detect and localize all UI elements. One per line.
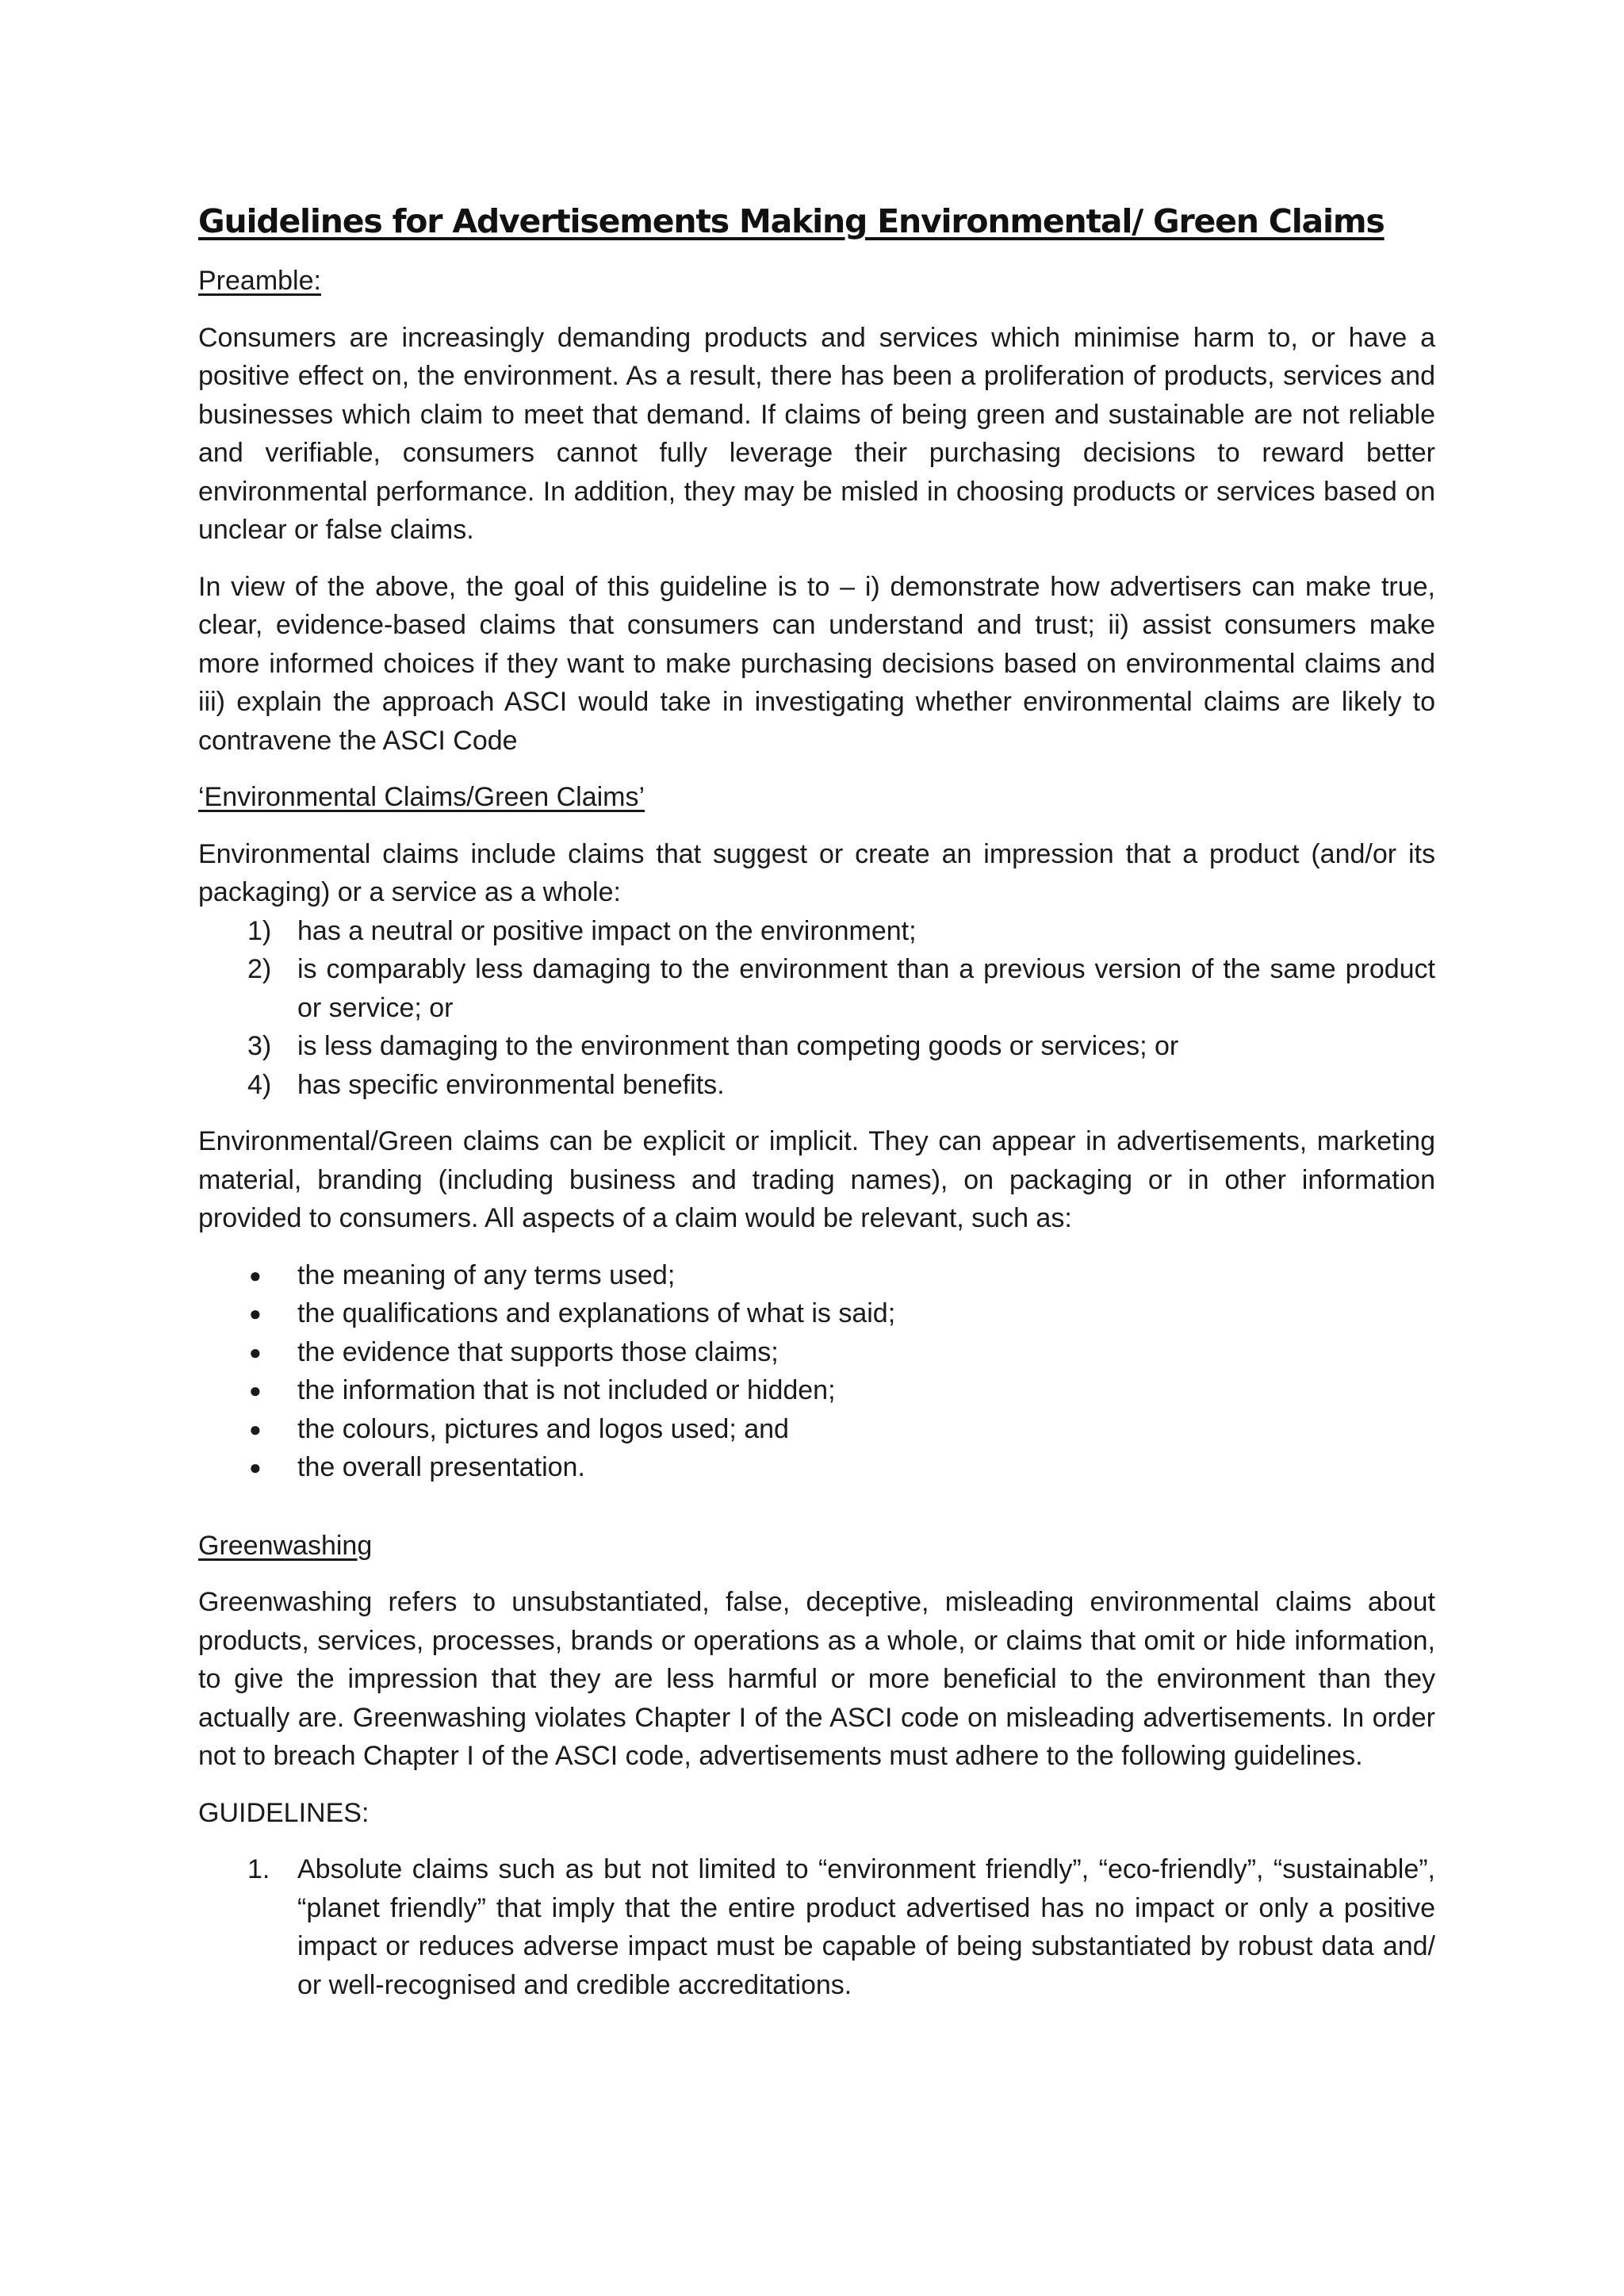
bullet-icon: ● bbox=[249, 1263, 262, 1287]
list-item bbox=[198, 1294, 1435, 1333]
list-item bbox=[198, 1333, 1435, 1372]
greenwashing-paragraph: Greenwashing refers to unsubstantiated, false, deceptive, misleading environmental claims about products, services, processes, brands or operations as a whole, or claims that omit or hide information, to give the impression that they are less harmful or more beneficial to the environment than they actually are. Greenwashing violates Chapter I of the ASCI code on misleading advertisements. In order not to breach Chapter I of the ASCI code, advertisements must adhere to the following guidelines. bbox=[198, 1587, 1435, 1771]
list-item bbox=[198, 1371, 1435, 1410]
bullet-icon: ● bbox=[249, 1378, 262, 1402]
list-item bbox=[198, 1850, 1435, 2004]
bullet-icon: ● bbox=[249, 1301, 262, 1325]
claims-numbered-list bbox=[198, 912, 1435, 1105]
environmental-claims-intro: Environmental claims include claims that suggest or create an impression that a product (and/or its packaging) or a service as a whole: bbox=[198, 838, 1435, 907]
list-item-text: the evidence that supports those claims; bbox=[297, 1336, 779, 1367]
list-item-text: the qualifications and explanations of what is said; bbox=[297, 1298, 896, 1328]
list-number: 2) bbox=[247, 954, 272, 984]
preamble-paragraph-2: In view of the above, the goal of this guideline is to – i) demonstrate how advertisers can make true, clear, evidence-based claims that consumers can understand and trust; ii) assist consumers make more informed choices if they want to make purchasing decisions based on environmental claims and iii) explain the approach ASCI would take in investigating whether environmental claims are likely to contravene the ASCI Code bbox=[198, 571, 1435, 756]
list-item bbox=[198, 1066, 1435, 1105]
list-number: 1. bbox=[247, 1854, 270, 1884]
list-number: 1) bbox=[247, 915, 272, 946]
list-item-text: is less damaging to the environment than competing goods or services; or bbox=[297, 1031, 1179, 1061]
preamble-heading: Preamble: bbox=[198, 266, 321, 296]
guidelines-list bbox=[198, 1850, 1435, 2004]
list-item bbox=[198, 1256, 1435, 1295]
list-item-text: has a neutral or positive impact on the environment; bbox=[297, 915, 917, 946]
guidelines-heading: GUIDELINES: bbox=[198, 1797, 370, 1828]
list-item bbox=[198, 1410, 1435, 1449]
list-item-text: Absolute claims such as but not limited to “environment friendly”, “eco-friendly”, “sustainable”, “planet friendly” that imply that the entire product advertised has no impact or only a positive impact or reduces adverse impact must be capable of being substantiated by robust data and/ or well-recognised and credible accreditations. bbox=[297, 1854, 1435, 2000]
list-item bbox=[198, 1027, 1435, 1066]
list-item-text: has specific environmental benefits. bbox=[297, 1069, 725, 1100]
list-item-text: is comparably less damaging to the environment than a previous version of the same product or service; or bbox=[297, 954, 1435, 1023]
list-item bbox=[198, 912, 1435, 951]
bullet-icon: ● bbox=[249, 1416, 262, 1441]
preamble-paragraph-1: Consumers are increasingly demanding products and services which minimise harm to, or have a positive effect on, the environment. As a result, there has been a proliferation of products, services and businesses which claim to meet that demand. If claims of being green and sustainable are not reliable and verifiable, consumers cannot fully leverage their purchasing decisions to reward better environmental performance. In addition, they may be misled in choosing products or services based on unclear or false claims. bbox=[198, 322, 1435, 545]
list-item-text: the overall presentation. bbox=[297, 1452, 585, 1482]
greenwashing-heading: Greenwashing bbox=[198, 1530, 373, 1561]
environmental-claims-heading: ‘Environmental Claims/Green Claims’ bbox=[198, 782, 645, 812]
list-item-text: the meaning of any terms used; bbox=[297, 1259, 676, 1290]
bullet-icon: ● bbox=[249, 1455, 262, 1479]
claim-aspects-bullet-list bbox=[198, 1256, 1435, 1487]
explicit-implicit-paragraph: Environmental/Green claims can be explicit or implicit. They can appear in advertisements, marketing material, branding (including business and trading names), on packaging or in other information provided to consumers. All aspects of a claim would be relevant, such as: bbox=[198, 1126, 1435, 1233]
list-number: 3) bbox=[247, 1031, 272, 1061]
document-page bbox=[198, 198, 1435, 2004]
list-item-text: the colours, pictures and logos used; and bbox=[297, 1413, 789, 1444]
bullet-icon: ● bbox=[249, 1340, 262, 1364]
document-title: Guidelines for Advertisements Making Environmental/ Green Claims bbox=[198, 202, 1385, 240]
list-item bbox=[198, 1448, 1435, 1487]
list-item-text: the information that is not included or hidden; bbox=[297, 1375, 836, 1405]
list-number: 4) bbox=[247, 1069, 272, 1100]
list-item bbox=[198, 950, 1435, 1027]
